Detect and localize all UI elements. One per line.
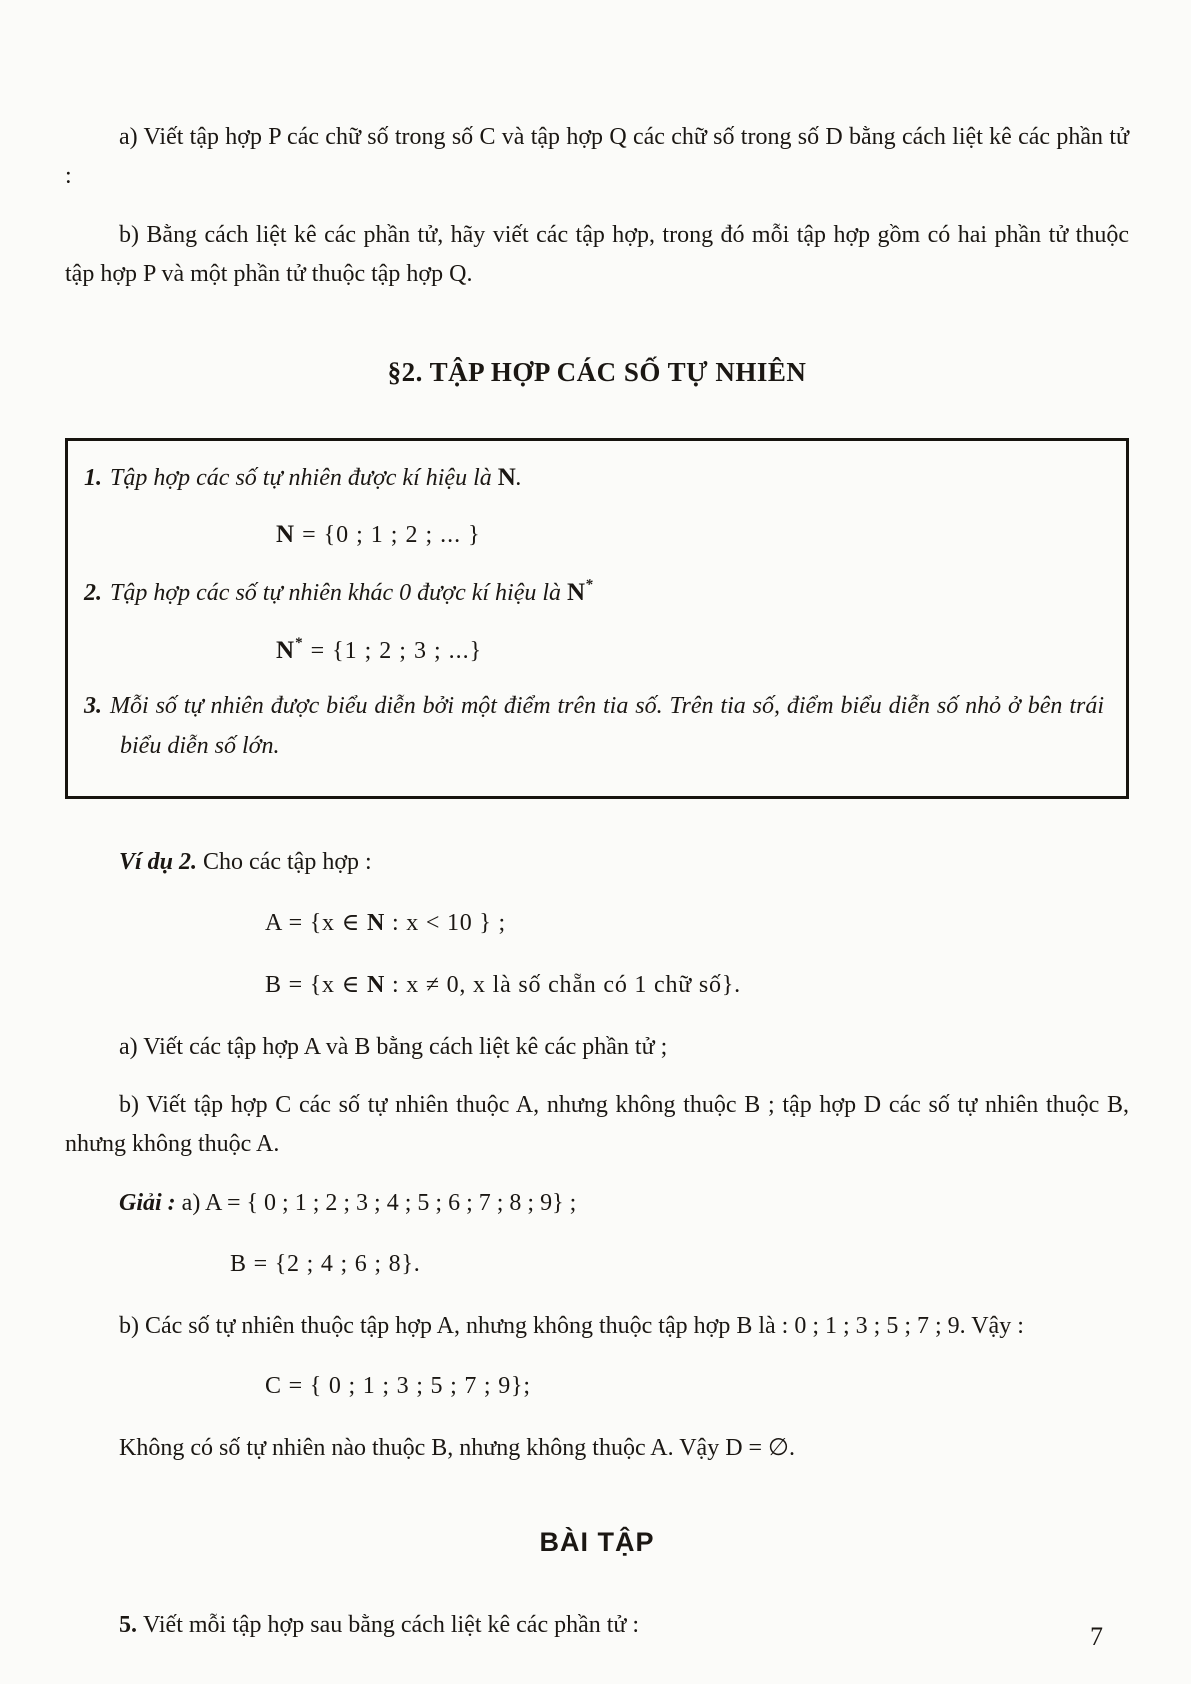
rule-3-number: 3.: [84, 693, 102, 720]
formula-set-b-pre: B = {x ∈: [265, 971, 368, 998]
formula-set-b: [265, 966, 1129, 1006]
theory-box: [65, 438, 1129, 800]
solution-formula-b: B = {2 ; 4 ; 6 ; 8}.: [230, 1251, 421, 1278]
rule-3-text: Mỗi số tự nhiên được biểu diễn bởi một điểm trên tia số. Trên tia số, điểm biểu diễn số nhỏ ở bên trái biểu diễn số lớn.: [110, 693, 1104, 759]
section-heading: §2. TẬP HỢP CÁC SỐ TỰ NHIÊN: [387, 356, 807, 387]
set-n-star-symbol: N: [276, 636, 296, 664]
solution-label: Giải :: [119, 1190, 176, 1217]
solution-formula-c: C = { 0 ; 1 ; 3 ; 5 ; 7 ; 9};: [265, 1373, 531, 1400]
exercise-5-text: Viết mỗi tập hợp sau bằng cách liệt kê các phần tử :: [143, 1612, 640, 1639]
asterisk-superscript: *: [295, 634, 304, 651]
example-question-a: a) Viết các tập hợp A và B bằng cách liệt kê các phần tử ;: [119, 1033, 668, 1060]
example-2-intro-text: Cho các tập hợp :: [197, 849, 372, 876]
exercises-heading: BÀI TẬP: [539, 1526, 655, 1557]
rule-2: [84, 572, 1104, 614]
rule-3: [84, 687, 1104, 766]
intro-paragraph-a: a) Viết tập hợp P các chữ số trong số C và tập hợp Q các chữ số trong số D bằng cách liệt kê các phần tử :: [65, 124, 1129, 189]
set-n-star-symbol: N: [567, 579, 586, 607]
example-2-intro: [65, 843, 1129, 882]
formula-set-n-star-body: = {1 ; 2 ; 3 ; ...}: [303, 637, 483, 664]
rule-1: [84, 457, 1104, 499]
solution-part-a-text: a) A = { 0 ; 1 ; 2 ; 3 ; 4 ; 5 ; 6 ; 7 ; 8 ; 9} ;: [175, 1190, 577, 1217]
rule-1-number: 1.: [84, 464, 102, 491]
set-n-symbol: N: [367, 910, 386, 937]
exercise-5-number: 5.: [119, 1612, 137, 1639]
rule-1-period: .: [515, 464, 522, 491]
example-2-label: Ví dụ 2.: [119, 849, 198, 876]
formula-set-a: [265, 904, 1129, 944]
example-question-b: b) Viết tập hợp C các số tự nhiên thuộc A, nhưng không thuộc B ; tập hợp D các số tự nhiên thuộc B, nhưng không thuộc A.: [65, 1092, 1129, 1158]
formula-set-a-post: : x < 10 } ;: [385, 910, 506, 937]
set-n-symbol: N: [276, 521, 296, 549]
set-n-symbol: N: [497, 463, 516, 491]
set-n-symbol: N: [367, 971, 386, 998]
solution-part-b: b) Các số tự nhiên thuộc tập hợp A, nhưng không thuộc tập hợp B là : 0 ; 1 ; 3 ; 5 ; 7 ; 9. Vậy :: [119, 1312, 1024, 1339]
page-number: 7: [1090, 1622, 1103, 1651]
formula-set-n-star: [276, 630, 1104, 672]
formula-set-n: [276, 514, 1104, 556]
formula-set-n-body: = {0 ; 1 ; 2 ; ... }: [295, 522, 481, 549]
rule-2-text: Tập hợp các số tự nhiên khác 0 được kí hiệu là: [110, 580, 568, 607]
asterisk-superscript: *: [585, 577, 593, 594]
solution-conclusion: Không có số tự nhiên nào thuộc B, nhưng không thuộc A. Vậy D = ∅.: [119, 1435, 795, 1462]
rule-2-number: 2.: [84, 580, 102, 607]
rule-1-text: Tập hợp các số tự nhiên được kí hiệu là: [110, 464, 498, 491]
intro-paragraph-b: b) Bằng cách liệt kê các phần tử, hãy viết các tập hợp, trong đó mỗi tập hợp gồm có hai phần tử thuộc tập hợp P và một phần tử thuộc tập hợp Q.: [65, 221, 1129, 287]
solution-part-a: [65, 1184, 1129, 1223]
exercise-5: [65, 1606, 1129, 1645]
formula-set-a-pre: A = {x ∈: [265, 910, 368, 937]
formula-set-b-post: : x ≠ 0, x là số chẵn có 1 chữ số}.: [385, 971, 741, 998]
